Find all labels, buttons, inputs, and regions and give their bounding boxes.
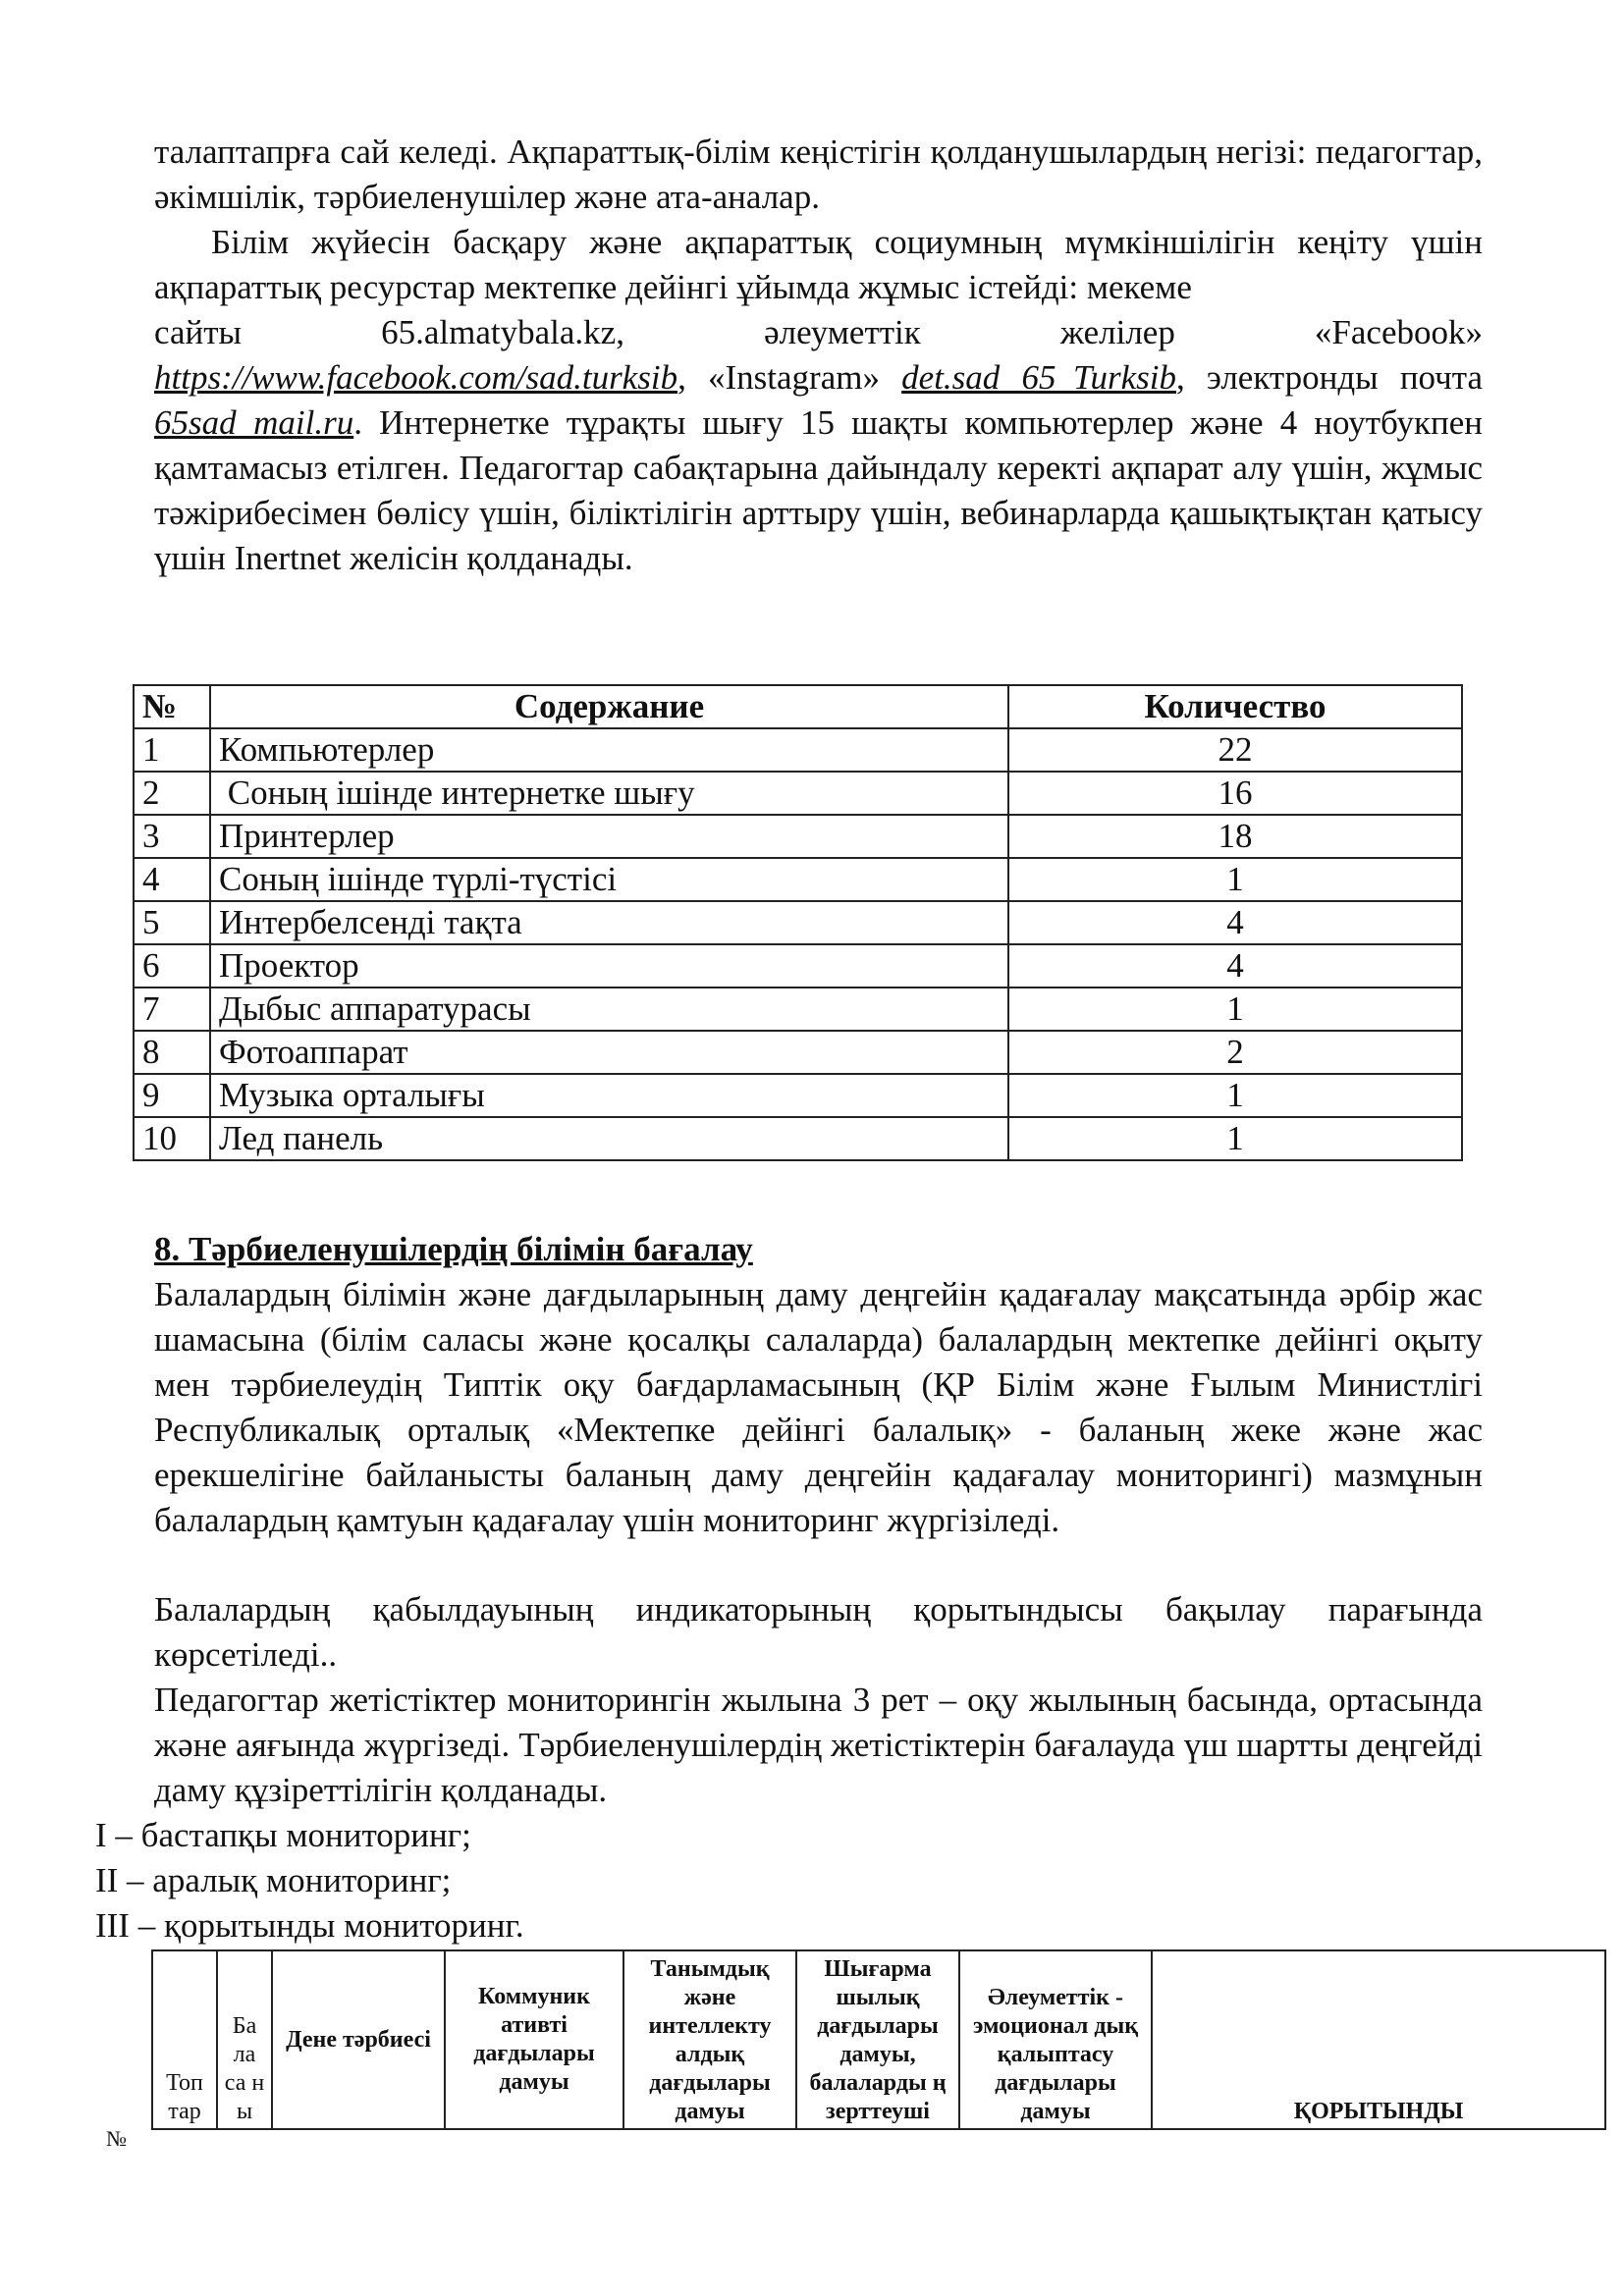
row-num: 3 [134,815,210,858]
row-content: Соның ішінде түрлі-түстісі [210,858,1008,901]
site-word-5: «Facebook» [1314,313,1483,351]
header-cognitive: Танымдық және интеллекту алдық дағдылары дамуы [623,1950,796,2129]
row-num: 1 [134,728,210,772]
intro-paragraph: талаптапрға сай келеді. Ақпараттық-білім кеңістігін қолданушылардың негізі: педагогтар, әкімшілік, тәрбиеленушілер және ата-аналар. [154,133,1483,216]
equipment-table [133,684,1463,1161]
row-content: Принтерлер [210,815,1008,858]
row-qty: 4 [1008,944,1462,988]
monitoring-item-3: ІІІ – қорытынды мониторинг. [95,1906,524,1945]
table-row [134,1117,1462,1160]
table-row [134,944,1462,988]
instagram-link[interactable]: det.sad 65_Turksib [901,358,1176,397]
instagram-label: , «Instagram» [677,358,880,397]
row-num: 7 [134,988,210,1031]
header-communicative: Коммуник ативті дағдылары дамуы [445,1950,623,2129]
row-qty: 4 [1008,901,1462,944]
row-content: Дыбыс аппаратурасы [210,988,1008,1031]
table-row [134,1031,1462,1074]
header-social: Әлеуметтік - эмоционал дық қалыптасу дағдылары дамуы [959,1950,1152,2129]
row-qty: 1 [1008,1117,1462,1160]
row-num: 2 [134,772,210,815]
email-link[interactable]: 65sad_mail.ru [154,403,354,442]
info-paragraph [154,220,1483,581]
section-paragraph-3: Педагогтар жетістіктер мониторингін жылына 3 рет – оқу жылының басында, ортасында және аяғында жүргізеді. Тәрбиеленушілердің жетістіктерін бағалауда үш шартты деңгейді даму құзіреттілігін қолданады. [154,1681,1483,1809]
table-row [134,1074,1462,1117]
site-url: 65.almatybala.kz, [381,313,624,351]
equipment-header-row [134,685,1462,728]
row-qty: 22 [1008,728,1462,772]
monitoring-num-header: № [106,2126,127,2151]
row-qty: 16 [1008,772,1462,815]
monitoring-table [151,1949,1606,2130]
row-num: 5 [134,901,210,944]
row-num: 8 [134,1031,210,1074]
row-content: Лед панель [210,1117,1008,1160]
email-label: , электронды почта [1176,358,1484,397]
section-paragraph-1: Балалардың білімін және дағдыларының даму деңгейін қадағалау мақсатында әрбір жас шамасына (білім саласы және қосалқы салаларда) балалардың мектепке дейінгі оқыту мен тәрбиелеудің Типтік оқу бағдарламасының (ҚР Білім және Ғылым Министлігі Республикалық орталық «Мектепке дейінгі балалық» - баланың жеке және жас ерекшелігіне байланысты баланың даму деңгейін қадағалау мониторингі) мазмұнын балалардың қамтуын қадағалау үшін мониторинг жүргізіледі. [154,1275,1483,1539]
site-word-4: желілер [1059,313,1175,351]
table-row [134,728,1462,772]
row-qty: 1 [1008,1074,1462,1117]
monitoring-header-row [152,1950,1605,2129]
row-content: Соның ішінде интернетке шығу [210,772,1008,815]
info-part1: Білім жүйесін басқару және ақпараттық социумның мүмкіншілігін кеңіту үшін ақпараттық ресурстар мектепке дейінгі ұйымда жұмыс істейді: мекеме [154,223,1483,306]
site-word-1: сайты [154,313,243,351]
table-row [134,858,1462,901]
monitoring-item-1: І – бастапқы мониторинг; [95,1816,471,1854]
row-qty: 2 [1008,1031,1462,1074]
table-row [134,988,1462,1031]
row-qty: 1 [1008,858,1462,901]
row-num: 10 [134,1117,210,1160]
header-qty: Количество [1008,685,1462,728]
row-content: Фотоаппарат [210,1031,1008,1074]
row-content: Проектор [210,944,1008,988]
section-heading: 8. Тәрбиеленушілердің білімін бағалау [154,1230,753,1268]
row-num: 9 [134,1074,210,1117]
row-qty: 18 [1008,815,1462,858]
row-content: Интербелсенді тақта [210,901,1008,944]
table-row [134,772,1462,815]
header-creative: Шығарма шылық дағдылары дамуы, балаларды ң зерттеуші [796,1950,959,2129]
header-physical: Дене тәрбиесі [272,1950,445,2129]
row-content: Музыка орталығы [210,1074,1008,1117]
section-paragraph-2: Балалардың қабылдауының индикаторының қорытындысы бақылау парағында көрсетіледі.. [154,1590,1483,1674]
header-content: Содержание [210,685,1008,728]
header-groups: Топ тар [152,1950,217,2129]
site-line [154,310,1483,355]
table-row [134,815,1462,858]
info-part2: . Интернетке тұрақты шығу 15 шақты компьютерлер және 4 ноутбукпен қамтамасыз етілген. Педагогтар сабақтарына дайындалу керекті ақпарат алу үшін, жұмыс тәжірибесімен бөлісу үшін, біліктілігін арттыру үшін, вебинарларда қашықтықтан қатысу үшін Inertnet желісін қолданады. [154,403,1483,577]
monitoring-item-2: ІІ – аралық мониторинг; [95,1861,452,1899]
header-result: ҚОРЫТЫНДЫ [1152,1950,1605,2129]
row-num: 6 [134,944,210,988]
facebook-link[interactable]: https://www.facebook.com/sad.turksib [154,358,678,397]
table-row [134,901,1462,944]
header-children: Ба ла са н ы [217,1950,272,2129]
site-word-3: әлеуметтік [764,313,921,351]
row-qty: 1 [1008,988,1462,1031]
row-num: 4 [134,858,210,901]
row-content: Компьютерлер [210,728,1008,772]
header-num: № [134,685,210,728]
